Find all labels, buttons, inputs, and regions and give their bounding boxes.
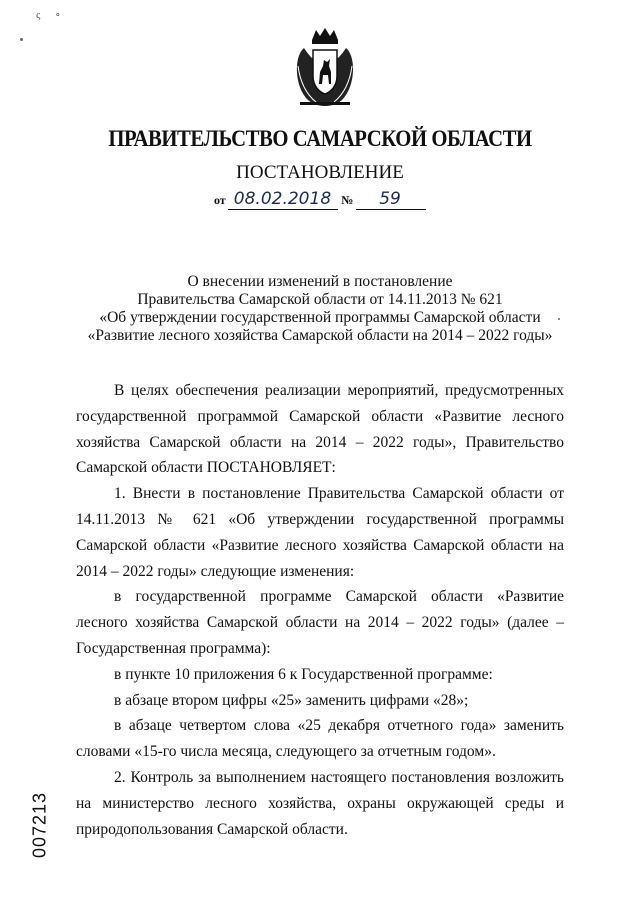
body-paragraph: 1. Внести в постановление Правительства Самарской области от 14.11.2013 № 621 «Об утверждении государственной программы Самарской области «Развитие лесного хозяйства Самарской области на 2014 – 2022 годы» следующие изменения:: [76, 485, 564, 580]
date-prefix: от: [213, 193, 226, 207]
document-subject: [60, 273, 580, 345]
body-paragraph: 2. Контроль за выполнением настоящего постановления возложить на министерство лесного хозяйства, охраны окружающей среды и природопользования Самарской области.: [76, 768, 564, 838]
subject-line: «Развитие лесного хозяйства Самарской области на 2014 – 2022 годы»: [87, 327, 553, 344]
handwritten-date: 08.02.2018: [228, 189, 338, 210]
corner-marks: ς ∘: [36, 9, 67, 21]
body-paragraph: в пункте 10 приложения 6 к Государственной программе:: [114, 665, 493, 683]
number-prefix: №: [341, 193, 354, 207]
body-paragraph: В целях обеспечения реализации мероприятий, предусмотренных государственной программой Самарской области «Развитие лесного хозяйства Самарской области на 2014 – 2022 годы», Правительство Самарской области ПОСТАНОВЛЯЕТ:: [76, 382, 564, 477]
samara-coat-of-arms-icon: [290, 26, 360, 108]
document-body: [76, 378, 564, 842]
margin-registration-stamp: [30, 775, 50, 875]
subject-line: О внесении изменений в постановление: [187, 273, 453, 290]
scan-speck: [20, 38, 23, 41]
body-paragraph: в государственной программе Самарской области «Развитие лесного хозяйства Самарской области на 2014 – 2022 годы» (далее – Государственная программа):: [76, 588, 564, 657]
date-number-line: [0, 189, 640, 210]
subject-line: «Об утверждении государственной программы Самарской области: [99, 309, 541, 326]
registration-number: 007213: [29, 791, 50, 859]
body-paragraph: в абзаце втором цифры «25» заменить цифрами «28»;: [114, 691, 469, 709]
handwritten-number: 59: [356, 189, 426, 210]
body-paragraph: в абзаце четвертом слова «25 декабря отчетного года» заменить словами «15-го числа месяца, следующего за отчетным годом».: [76, 717, 564, 761]
page-title: ПРАВИТЕЛЬСТВО САМАРСКОЙ ОБЛАСТИ: [108, 126, 532, 151]
subject-line: Правительства Самарской области от 14.11.2013 № 621: [137, 291, 503, 308]
document-type: ПОСТАНОВЛЕНИЕ: [236, 162, 404, 183]
